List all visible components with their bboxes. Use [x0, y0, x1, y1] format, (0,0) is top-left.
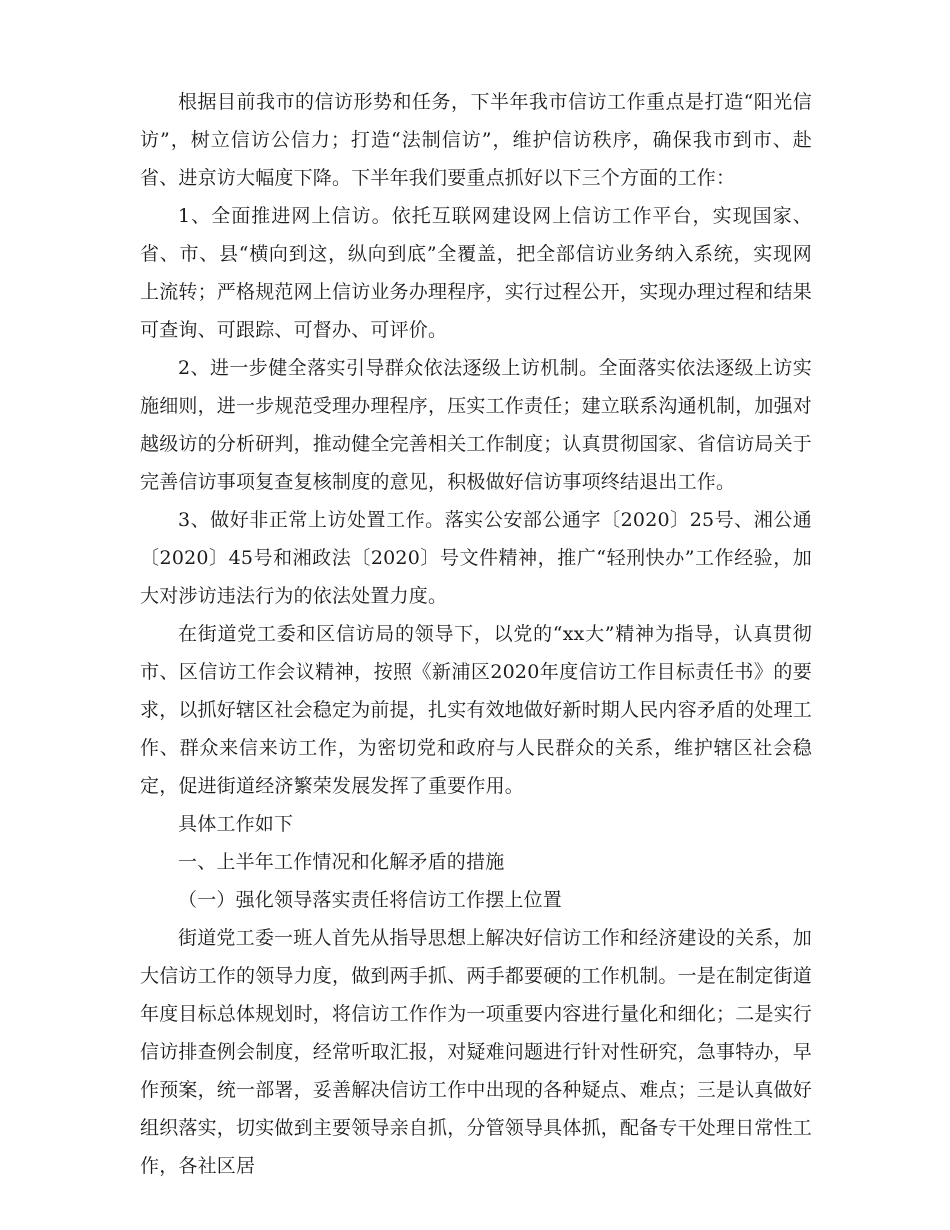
- document-body: [140, 83, 812, 1185]
- section-heading-1: 一、上半年工作情况和化解矛盾的措施: [178, 851, 505, 873]
- paragraph-party-committee: 街道党工委一班人首先从指导思想上解决好信访工作和经济建设的关系，加大信访工作的领导力度，做到两手抓、两手都要硬的工作机制。一是在制定街道年度目标总体规划时，将信访工作作为一项重要内容进行量化和细化；二是实行信访排查例会制度，经常听取汇报，对疑难问题进行针对性研究，急事特办，早作预案，统一部署，妥善解决信访工作中出现的各种疑点、难点；三是认真做好组织落实，切实做到主要领导亲自抓，分管领导具体抓，配备专干处理日常性工作，各社区居: [140, 927, 813, 1177]
- subsection-heading-1: （一）强化领导落实责任将信访工作摆上位置: [178, 889, 563, 911]
- paragraph-work-details-heading: 具体工作如下: [178, 813, 294, 835]
- paragraph-leadership: 在街道党工委和区信访局的领导下，以党的“xx大”精神为指导，认真贯彻市、区信访工作会议精神，按照《新浦区2020年度信访工作目标责任书》的要求，以抓好辖区社会稳定为前提，扎实有效地做好新时期人民内容矛盾的处理工作、群众来信来访工作，为密切党和政府与人民群众的关系，维护辖区社会稳定，促进街道经济繁荣发展发挥了重要作用。: [140, 623, 813, 797]
- paragraph-work-focus: 根据目前我市的信访形势和任务，下半年我市信访工作重点是打造“阳光信访”，树立信访公信力；打造“法制信访”，维护信访秩序，确保我市到市、赴省、进京访大幅度下降。下半年我们要重点抓好以下三个方面的工作：: [140, 91, 812, 189]
- paragraph-item-2: 2、进一步健全落实引导群众依法逐级上访机制。全面落实依法逐级上访实施细则，进一步规范受理办理程序，压实工作责任；建立联系沟通机制，加强对越级访的分析研判，推动健全完善相关工作制度；认真贯彻国家、省信访局关于完善信访事项复查复核制度的意见，积极做好信访事项终结退出工作。: [140, 357, 813, 493]
- paragraph-item-3: 3、做好非正常上访处置工作。落实公安部公通字〔2020〕25号、湘公通〔2020〕45号和湘政法〔2020〕号文件精神，推广“轻刑快办”工作经验，加大对涉访违法行为的依法处置力度。: [140, 509, 812, 607]
- paragraph-item-1: 1、全面推进网上信访。依托互联网建设网上信访工作平台，实现国家、省、市、县“横向到这，纵向到底”全覆盖，把全部信访业务纳入系统，实现网上流转；严格规范网上信访业务办理程序，实行过程公开，实现办理过程和结果可查询、可跟踪、可督办、可评价。: [140, 205, 813, 341]
